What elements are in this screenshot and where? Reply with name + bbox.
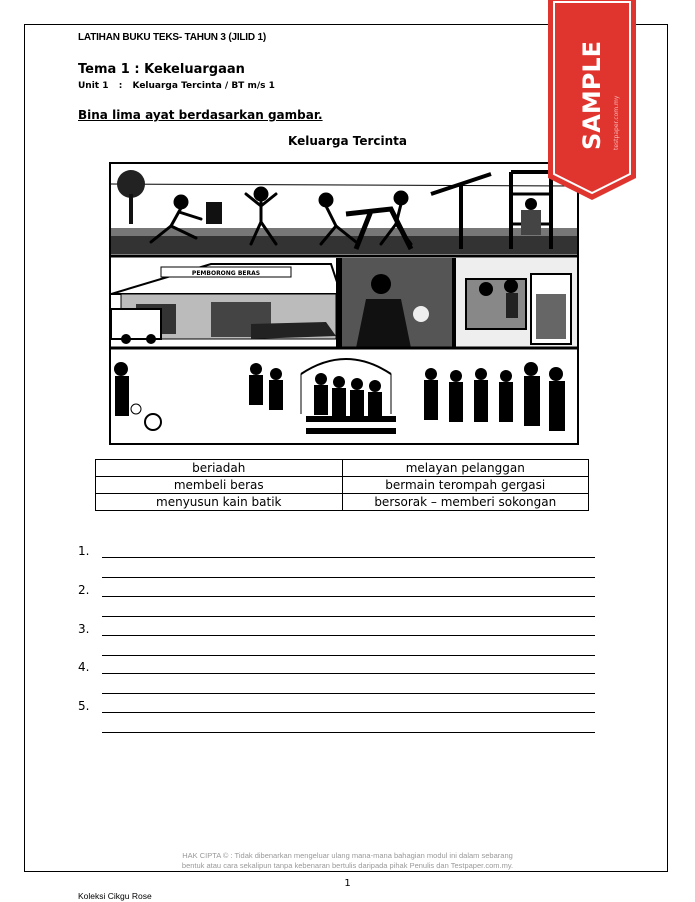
word-cell: membeli beras [96, 477, 343, 494]
question-number: 1. [78, 544, 90, 558]
copyright-line: bentuk atau cara sekalipun tanpa kebenaran bertulis daripada pihak Penulis dan Testpaper.com.my. [181, 861, 514, 870]
answer-line[interactable] [102, 673, 595, 674]
unit-line [78, 81, 275, 91]
sample-watermark-ribbon [546, 0, 638, 200]
theme-title: Tema 1 : Kekeluargaan [78, 62, 245, 77]
answer-line[interactable] [102, 577, 595, 578]
answer-line[interactable] [102, 655, 595, 656]
instruction: Bina lima ayat berdasarkan gambar. [78, 108, 323, 122]
word-cell: menyusun kain batik [96, 494, 343, 511]
shop-sign: PEMBORONG BERAS [191, 270, 261, 277]
panel-clog-game-scene [111, 350, 577, 443]
document-header: LATIHAN BUKU TEKS- TAHUN 3 (JILID 1) [78, 32, 266, 43]
table-row [96, 460, 589, 477]
answer-line[interactable] [102, 635, 595, 636]
unit-label: Unit 1 [78, 81, 109, 91]
unit-separator: : [118, 81, 123, 91]
word-cell: melayan pelanggan [342, 460, 589, 477]
picture-title: Keluarga Tercinta [287, 134, 407, 148]
panel-shop-scene [111, 258, 577, 348]
watermark-subtext: testpaper.com.my [613, 95, 620, 150]
answer-line[interactable] [102, 616, 595, 617]
copyright-line: HAK CIPTA © : Tidak dibenarkan mengeluar ulang mana-mana bahagian modul ini dalam sebarang [182, 851, 513, 860]
table-row [96, 477, 589, 494]
illustration [109, 162, 579, 445]
answer-line[interactable] [102, 596, 595, 597]
answer-line[interactable] [102, 693, 595, 694]
word-cell: bermain terompah gergasi [342, 477, 589, 494]
question-number: 4. [78, 660, 90, 674]
page-number: 1 [344, 878, 351, 889]
answer-line[interactable] [102, 732, 595, 733]
panel-exercise-scene [111, 164, 577, 254]
word-cell: beriadah [96, 460, 343, 477]
unit-text: Keluarga Tercinta / BT m/s 1 [132, 81, 275, 91]
watermark-text: SAMPLE [578, 40, 606, 150]
word-cell: bersorak – memberi sokongan [342, 494, 589, 511]
question-number: 2. [78, 583, 90, 597]
answer-line[interactable] [102, 557, 595, 558]
question-number: 3. [78, 622, 90, 636]
collection-label: Koleksi Cikgu Rose [78, 891, 152, 901]
table-row [96, 494, 589, 511]
copyright-notice [0, 851, 695, 871]
answer-line[interactable] [102, 712, 595, 713]
word-bank-table [95, 459, 589, 511]
question-number: 5. [78, 699, 90, 713]
